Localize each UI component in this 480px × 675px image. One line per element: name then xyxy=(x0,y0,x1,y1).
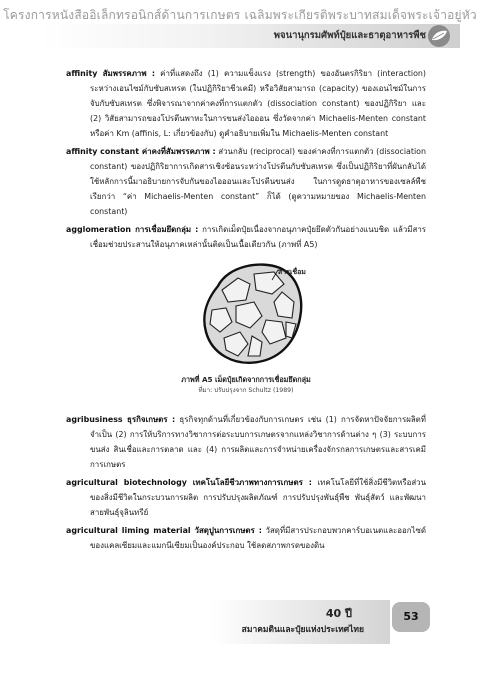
entry-definition: วัสดุที่มีสารประกอบพวกคาร์บอเนตและออกไซด์ของแคลเซียมและแมกนีเซียมเป็นองค์ประกอบ ใช้ลดสภาพกรดของดิน xyxy=(90,526,426,550)
entry-agglomeration xyxy=(66,222,426,252)
entry-agricultural-biotechnology xyxy=(66,475,426,520)
header-title: โครงการหนังสืออิเล็กทรอนิกส์ด้านการเกษตร เฉลิมพระเกียรติพระบาทสมเด็จพระเจ้าอยู่หัว xyxy=(3,8,477,22)
society-name: สมาคมดินและปุ๋ยแห่งประเทศไทย xyxy=(241,625,364,635)
entry-definition: ส่วนกลับ (reciprocal) ของค่าคงที่การแตกตัว (dissociation constant) ของปฏิกิริยาการเกิดสารเชิงซ้อนระหว่างโปรตีนกับซับสเทรต ซึ่งเป็นปฏิกิริยาที่ผันกลับได้ ใช้หลักการนี้มาอธิบายการจับกันของไอออนและโปรตีนขนส่ง ในการดูดธาตุอาหารของเซลล์พืช เรียกว่า “ค่า Michaelis-Menten constant” ก็ได้ (ดูความหมายของ Michaelis-Menten constant) xyxy=(90,147,426,216)
entry-agricultural-liming-material xyxy=(66,523,426,553)
page-number: 53 xyxy=(392,602,430,632)
leaf-icon xyxy=(424,24,454,48)
header-subtitle: พจนานุกรมศัพท์ปุ๋ยและธาตุอาหารพืช xyxy=(273,30,426,41)
entry-term: agglomeration การเชื่อมยึดกลุ่ม : xyxy=(66,225,199,234)
figure-label: สารเชื่อม xyxy=(278,268,306,276)
entry-affinity xyxy=(66,66,426,141)
entry-term: agricultural liming material วัสดุปูนการเกษตร : xyxy=(66,526,262,535)
entry-term: affinity สัมพรรคภาพ : xyxy=(66,69,156,78)
entry-definition: ธุรกิจทุกด้านที่เกี่ยวข้องกับการเกษตร เช่น (1) การจัดหาปัจจัยการผลิตที่จำเป็น (2) การให้บริการทางวิชาการต่อระบบการเกษตรจากแหล่งวิชาการด้านต่าง ๆ (3) ระบบการขนส่ง สินเชื่อและการตลาด และ (4) การผลิตและการจำหน่ายเครื่องจักรกลการเกษตรและสารเคมีการเกษตร xyxy=(90,415,426,469)
figure-caption: ภาพที่ A5 เม็ดปุ๋ยเกิดจากการเชื่อมยึดกลุ่ม xyxy=(181,375,311,384)
entry-definition: เทคโนโลยีที่ใช้สิ่งมีชีวิตหรือส่วนของสิ่งมีชีวิตในกระบวนการผลิต การปรับปรุงผลิตภัณฑ์ การปรับปรุงพันธุ์พืช พันธุ์สัตว์ และพัฒนาสายพันธุ์จุลินทรีย์ xyxy=(90,478,426,517)
entry-term: affinity constant ค่าคงที่สัมพรรคภาพ : xyxy=(66,147,216,156)
entry-agribusiness xyxy=(66,412,426,472)
entry-term: agricultural biotechnology เทคโนโลยีชีวภาพทางการเกษตร : xyxy=(66,478,312,487)
anniversary-label: 40 ปี xyxy=(325,607,352,620)
entry-term: agribusiness ธุรกิจเกษตร : xyxy=(66,415,176,424)
entry-affinity-constant xyxy=(66,144,426,219)
dictionary-content xyxy=(66,66,426,556)
figure-a5 xyxy=(66,258,426,410)
entry-definition: ค่าที่แสดงถึง (1) ความแข็งแรง (strength) ของอันตรกิริยา (interaction) ระหว่างเอนไซม์กับซับสเทรต (ในปฏิกิริยาชีวเคมี) หรือวิสัยสามารถ (capacity) ของเอนไซม์ในการจับกับซับสเทรต ซึ่งพิจารณาจากค่าคงที่การแตกตัว (dissociation constant) ของปฏิกิริยา และ (2) วิสัยสามารถของโปรตีนพาหะในการขนส่งไอออน ซึ่งวัดจากค่า Michaelis-Menten constant หรือค่า Km (affinis, L: เกี่ยวข้องกับ) ดูคำอธิบายเพิ่มใน Michaelis-Menten constant xyxy=(90,69,426,138)
entry-definition: การเกิดเม็ดปุ๋ยเนื่องจากอนุภาคปุ๋ยยึดตัวกันอย่างแนบชิด แล้วมีสารเชื่อมช่วยประสานให้อนุภาคเหล่านั้นติดเป็นเนื้อเดียวกัน (ภาพที่ A5) xyxy=(90,225,426,249)
figure-source: ที่มา: ปรับปรุงจาก Schultz (1989) xyxy=(198,387,294,394)
